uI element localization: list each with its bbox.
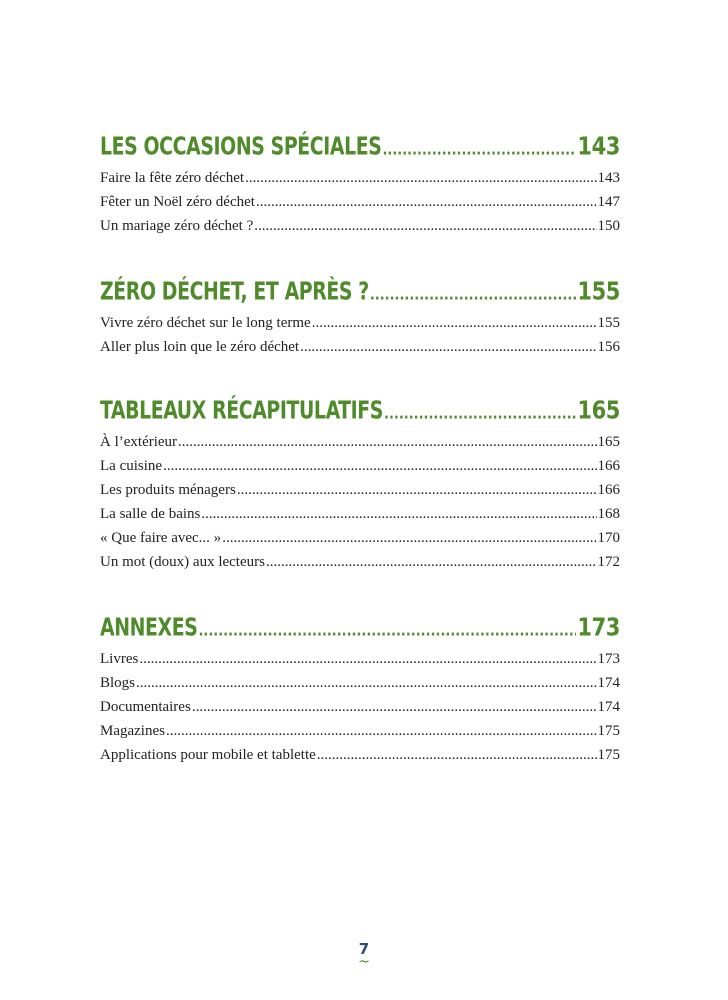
- section-title: ANNEXES: [100, 613, 198, 642]
- toc-entry[interactable]: [100, 170, 620, 194]
- tilde-ornament-icon: ~: [358, 954, 370, 970]
- entry-label: Magazines: [100, 723, 165, 739]
- section-page-number: 165: [577, 396, 620, 425]
- entry-label: Les produits ménagers: [100, 482, 236, 498]
- dot-leader: [178, 434, 596, 451]
- entry-label: Un mariage zéro déchet ?: [100, 218, 254, 234]
- dot-leader: [300, 339, 596, 356]
- toc-section: [100, 132, 620, 242]
- dot-leader: [256, 194, 597, 211]
- toc-section: [100, 277, 620, 363]
- dot-leader: [139, 651, 596, 668]
- dot-leader: [222, 530, 596, 547]
- toc-entry[interactable]: [100, 699, 620, 723]
- entry-page-number: 173: [597, 651, 620, 667]
- toc-entry[interactable]: [100, 339, 620, 363]
- toc-entry[interactable]: [100, 554, 620, 578]
- toc-entry[interactable]: [100, 506, 620, 530]
- section-heading[interactable]: [100, 613, 620, 651]
- entry-label: À l’extérieur: [100, 434, 178, 450]
- toc-entry[interactable]: [100, 458, 620, 482]
- entry-label: Aller plus loin que le zéro déchet: [100, 339, 300, 355]
- page-number: 7: [358, 940, 370, 958]
- dot-leader: [254, 218, 596, 235]
- entry-label: Un mot (doux) aux lecteurs: [100, 554, 265, 570]
- entry-page-number: 156: [597, 339, 620, 355]
- entry-page-number: 166: [597, 482, 620, 498]
- toc-entry[interactable]: [100, 218, 620, 242]
- entry-page-number: 143: [597, 170, 620, 186]
- entry-page-number: 175: [597, 747, 620, 763]
- dot-leader: [370, 287, 577, 305]
- section-title: LES OCCASIONS SPÉCIALES: [100, 132, 382, 161]
- toc-entry[interactable]: [100, 675, 620, 699]
- dot-leader: [192, 699, 597, 716]
- toc-entry[interactable]: [100, 723, 620, 747]
- entry-label: Livres: [100, 651, 139, 667]
- dot-leader: [266, 554, 597, 571]
- dot-leader: [166, 723, 597, 740]
- entry-page-number: 175: [597, 723, 620, 739]
- entry-label: La cuisine: [100, 458, 163, 474]
- entry-label: Vivre zéro déchet sur le long terme: [100, 315, 311, 331]
- section-heading[interactable]: [100, 132, 620, 170]
- entry-page-number: 147: [597, 194, 620, 210]
- toc-entry[interactable]: [100, 194, 620, 218]
- section-page-number: 143: [577, 132, 620, 161]
- entry-page-number: 168: [597, 506, 620, 522]
- toc-section: [100, 396, 620, 578]
- toc-entry[interactable]: [100, 747, 620, 771]
- dot-leader: [245, 170, 596, 187]
- dot-leader: [317, 747, 597, 764]
- entry-label: Blogs: [100, 675, 136, 691]
- entry-page-number: 166: [597, 458, 620, 474]
- section-page-number: 155: [577, 277, 620, 306]
- entry-page-number: 174: [597, 675, 620, 691]
- dot-leader: [237, 482, 597, 499]
- section-heading[interactable]: [100, 396, 620, 434]
- entry-page-number: 174: [597, 699, 620, 715]
- dot-leader: [198, 623, 576, 641]
- entry-page-number: 150: [597, 218, 620, 234]
- section-page-number: 173: [577, 613, 620, 642]
- entry-label: Applications pour mobile et tablette: [100, 747, 316, 763]
- entry-label: Fêter un Noël zéro déchet: [100, 194, 255, 210]
- entry-page-number: 170: [597, 530, 620, 546]
- entry-page-number: 165: [597, 434, 620, 450]
- dot-leader: [136, 675, 596, 692]
- toc-entry[interactable]: [100, 315, 620, 339]
- dot-leader: [382, 142, 576, 160]
- toc-entry[interactable]: [100, 530, 620, 554]
- section-title: ZÉRO DÉCHET, ET APRÈS ?: [100, 277, 369, 306]
- toc-entry[interactable]: [100, 434, 620, 458]
- entry-page-number: 172: [597, 554, 620, 570]
- entry-page-number: 155: [597, 315, 620, 331]
- section-heading[interactable]: [100, 277, 620, 315]
- toc-section: [100, 613, 620, 771]
- dot-leader: [312, 315, 597, 332]
- toc-entry[interactable]: [100, 651, 620, 675]
- entry-label: Documentaires: [100, 699, 191, 715]
- dot-leader: [163, 458, 596, 475]
- dot-leader: [384, 406, 576, 424]
- dot-leader: [201, 506, 596, 523]
- entry-label: « Que faire avec... »: [100, 530, 222, 546]
- toc-entry[interactable]: [100, 482, 620, 506]
- section-title: TABLEAUX RÉCAPITULATIFS: [100, 396, 383, 425]
- entry-label: Faire la fête zéro déchet: [100, 170, 245, 186]
- entry-label: La salle de bains: [100, 506, 201, 522]
